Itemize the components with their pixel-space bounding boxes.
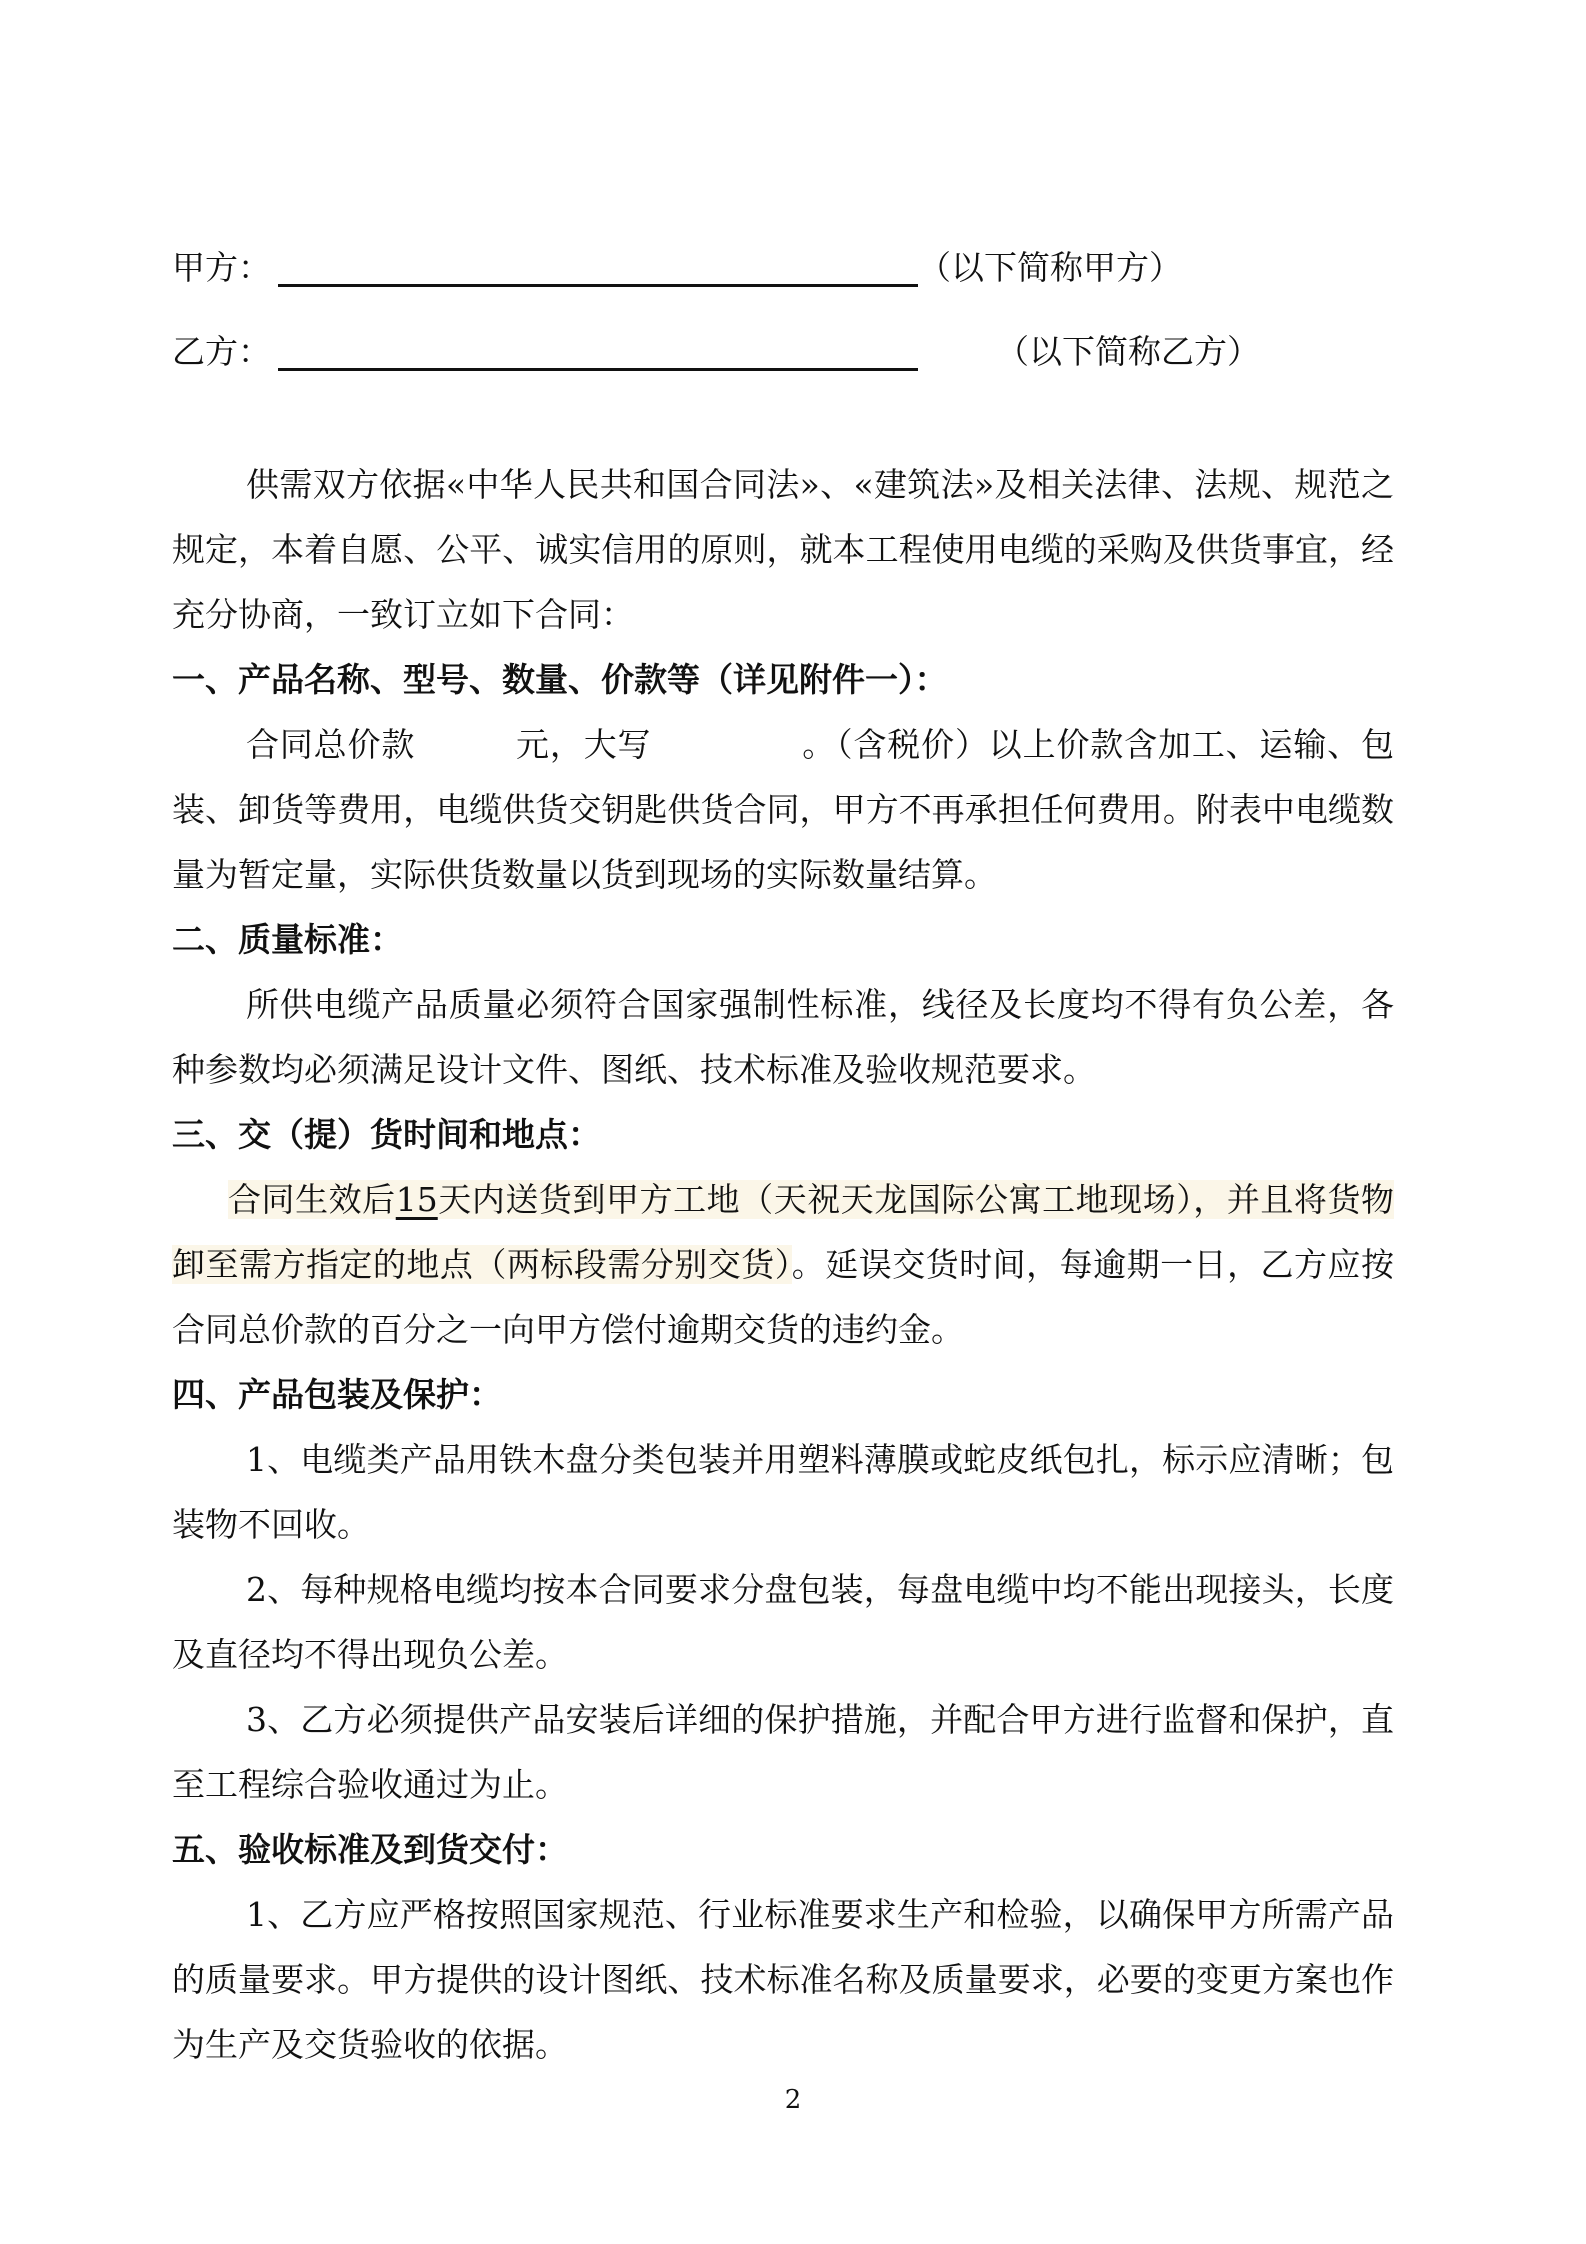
intro-paragraph: 供需双方依据«中华人民共和国合同法»、«建筑法»及相关法律、法规、规范之规定，本着自愿、公平、诚实信用的原则，就本工程使用电缆的采购及供货事宜，经充分协商，一致订立如下合同： [172, 465, 1394, 634]
section3-paragraph [172, 1167, 1394, 1362]
party-b-note: （以下简称乙方） [996, 332, 1260, 371]
party-a-note: （以下简称甲方） [918, 248, 1182, 287]
section2-title: 二、质量标准： [172, 920, 403, 959]
section5-item: 1、乙方应严格按照国家规范、行业标准要求生产和检验，以确保甲方所需产品的质量要求。甲方提供的设计图纸、技术标准名称及质量要求，必要的变更方案也作为生产及交货验收的依据。 [172, 1895, 1394, 2064]
section3-title: 三、交（提）货时间和地点： [172, 1115, 601, 1154]
delivery-days: 15 [395, 1180, 438, 1219]
section4-item: 3、乙方必须提供产品安装后详细的保护措施，并配合甲方进行监督和保护，直至工程综合验收通过为止。 [172, 1700, 1394, 1804]
section4-title: 四、产品包装及保护： [172, 1375, 502, 1414]
delivery-text-after: 。延误交货时间，每逾期一日，乙方应按合同总价款的百分之一向甲方偿付逾期交货的违约金。 [172, 1245, 1395, 1349]
party-b-blank [278, 368, 918, 371]
section4-item: 2、每种规格电缆均按本合同要求分盘包装，每盘电缆中均不能出现接头，长度及直径均不得出现负公差。 [172, 1570, 1394, 1674]
section1-paragraph [172, 712, 1394, 907]
delivery-text-highlight: 天内送货到甲方工地（天祝天龙国际公寓工地现场），并且将货物卸至需方指定的地点（两标段需分别交货） [172, 1180, 1395, 1284]
party-a-label: 甲方： [172, 248, 271, 287]
delivery-text-before: 合同生效后 [228, 1180, 396, 1219]
page-number: 2 [784, 2085, 802, 2115]
price-prefix: 合同总价款 [246, 725, 416, 764]
party-a-blank [278, 284, 918, 287]
party-b-line [172, 330, 1260, 374]
section4-item: 1、电缆类产品用铁木盘分类包装并用塑料薄膜或蛇皮纸包扎，标示应清晰；包装物不回收。 [172, 1440, 1394, 1544]
price-suffix: 。（含税价）以上价款含加工、运输、包装、卸货等费用，电缆供货交钥匙供货合同，甲方不再承担任何费用。附表中电缆数量为暂定量，实际供货数量以货到现场的实际数量结算。 [172, 725, 1395, 894]
contract-body [172, 452, 1394, 2077]
section5-title: 五、验收标准及到货交付： [172, 1830, 568, 1869]
section2-paragraph: 所供电缆产品质量必须符合国家强制性标准，线径及长度均不得有负公差，各种参数均必须满足设计文件、图纸、技术标准及验收规范要求。 [172, 985, 1394, 1089]
price-unit: 元，大写 [515, 725, 652, 764]
party-b-label: 乙方： [172, 332, 271, 371]
party-a-line [172, 246, 1182, 290]
section1-title: 一、产品名称、型号、数量、价款等（详见附件一）： [172, 660, 948, 699]
